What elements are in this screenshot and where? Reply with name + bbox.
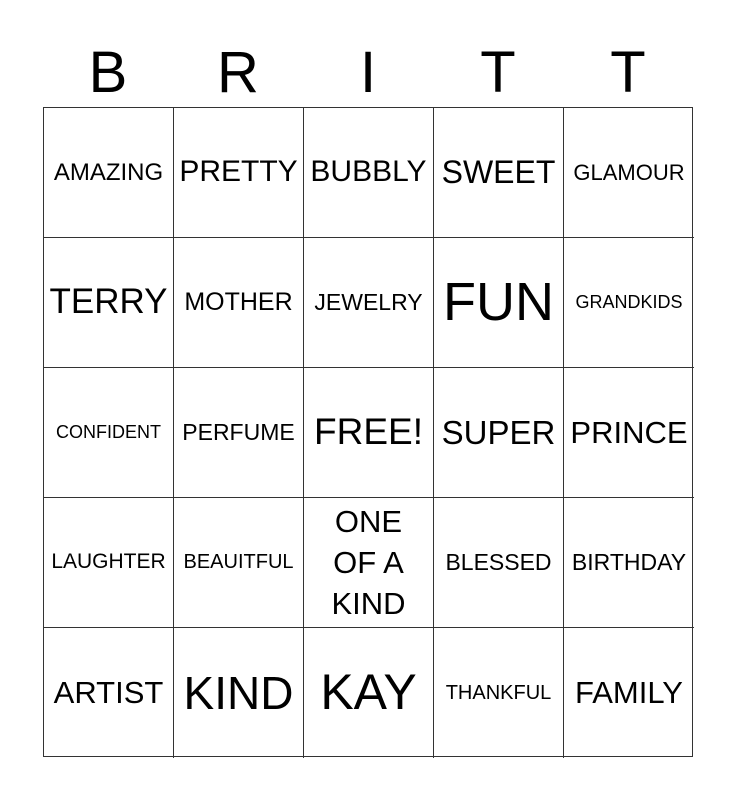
cell-label: MOTHER bbox=[184, 288, 293, 317]
bingo-cell-bubbly[interactable] bbox=[304, 108, 434, 238]
cell-label: KIND bbox=[183, 666, 294, 719]
cell-label: BIRTHDAY bbox=[571, 549, 687, 576]
bingo-cell-kay[interactable] bbox=[304, 628, 434, 758]
header-letter-t1: T bbox=[480, 40, 516, 105]
cell-label: GLAMOUR bbox=[573, 159, 685, 185]
bingo-cell-jewelry[interactable] bbox=[304, 238, 434, 368]
header-letter-r: R bbox=[217, 40, 259, 105]
cell-label: TERRY bbox=[49, 282, 168, 322]
bingo-cell-thankful[interactable] bbox=[434, 628, 564, 758]
bingo-cell-blessed[interactable] bbox=[434, 498, 564, 628]
bingo-cell-laughter[interactable] bbox=[44, 498, 174, 628]
cell-label: THANKFUL bbox=[445, 681, 552, 704]
bingo-cell-confident[interactable] bbox=[44, 368, 174, 498]
cell-label: SWEET bbox=[441, 154, 556, 191]
cell-label: ARTIST bbox=[53, 675, 164, 711]
bingo-cell-pretty[interactable] bbox=[174, 108, 304, 238]
cell-label: PERFUME bbox=[182, 419, 295, 446]
cell-label: FUN bbox=[443, 272, 554, 333]
bingo-cell-free-space[interactable] bbox=[304, 368, 434, 498]
cell-label: PRETTY bbox=[179, 155, 298, 189]
bingo-cell-amazing[interactable] bbox=[44, 108, 174, 238]
bingo-cell-kind[interactable] bbox=[174, 628, 304, 758]
bingo-board bbox=[43, 107, 693, 757]
bingo-cell-family[interactable] bbox=[564, 628, 694, 758]
bingo-cell-mother[interactable] bbox=[174, 238, 304, 368]
bingo-cell-perfume[interactable] bbox=[174, 368, 304, 498]
bingo-cell-sweet[interactable] bbox=[434, 108, 564, 238]
cell-label: BEAUITFUL bbox=[183, 551, 294, 573]
cell-label: CONFIDENT bbox=[56, 422, 161, 443]
cell-label: JEWELRY bbox=[314, 289, 423, 316]
bingo-cell-birthday[interactable] bbox=[564, 498, 694, 628]
bingo-cell-grandkids[interactable] bbox=[564, 238, 694, 368]
cell-label: BLESSED bbox=[445, 549, 552, 576]
bingo-cell-prince[interactable] bbox=[564, 368, 694, 498]
header-letter-b: B bbox=[88, 40, 128, 105]
bingo-cell-glamour[interactable] bbox=[564, 108, 694, 238]
cell-label: ONE OF A KIND bbox=[331, 503, 406, 622]
cell-label: BUBBLY bbox=[310, 155, 427, 189]
cell-label: GRANDKIDS bbox=[575, 292, 683, 313]
cell-label: FAMILY bbox=[575, 675, 683, 711]
cell-label: KAY bbox=[320, 664, 417, 721]
bingo-cell-super[interactable] bbox=[434, 368, 564, 498]
bingo-cell-fun[interactable] bbox=[434, 238, 564, 368]
bingo-cell-artist[interactable] bbox=[44, 628, 174, 758]
bingo-cell-terry[interactable] bbox=[44, 238, 174, 368]
cell-label: PRINCE bbox=[570, 414, 688, 450]
bingo-cell-one-of-a-kind[interactable] bbox=[304, 498, 434, 628]
bingo-header bbox=[43, 38, 693, 108]
bingo-cell-beauitful[interactable] bbox=[174, 498, 304, 628]
cell-label: LAUGHTER bbox=[51, 550, 166, 574]
header-letter-i: I bbox=[359, 40, 377, 105]
header-letter-t2: T bbox=[610, 40, 646, 105]
cell-label: AMAZING bbox=[53, 158, 164, 186]
cell-label: FREE! bbox=[314, 411, 423, 453]
cell-label: SUPER bbox=[441, 413, 556, 451]
